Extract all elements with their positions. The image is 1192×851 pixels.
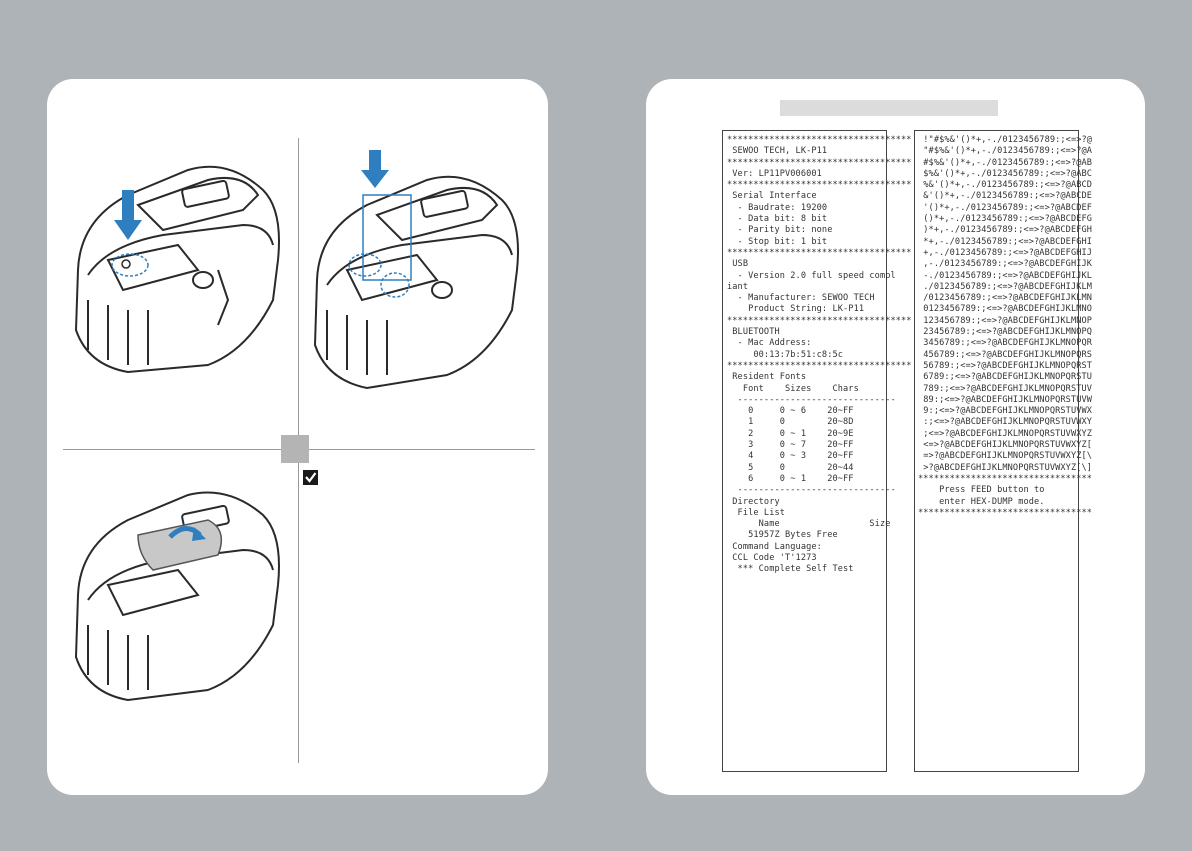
receipt-line: BLUETOOTH	[727, 327, 780, 338]
receipt-line: - Stop bit: 1 bit	[727, 236, 828, 247]
receipt-line: $%&'()*+,-./0123456789:;<=>?@ABC	[918, 168, 1093, 179]
receipt-line: 0 0 ~ 6 20~FF	[727, 406, 854, 417]
receipt-line: )*+,-./0123456789:;<=>?@ABCDEFGH	[918, 225, 1093, 236]
receipt-line: ***********************************	[727, 315, 912, 326]
receipt-line: *+,-./0123456789:;<=>?@ABCDEFGHI	[918, 236, 1093, 247]
receipt-line: *** Complete Self Test	[727, 564, 854, 575]
receipt-line: Serial Interface	[727, 191, 817, 202]
receipt-line: Product String: LK-P11	[727, 304, 865, 315]
receipt-line: File List	[727, 507, 786, 518]
receipt-line: ***********************************	[727, 135, 912, 145]
receipt-line: Name Size	[727, 519, 891, 530]
receipt-line: 2 0 ~ 1 20~9E	[727, 428, 854, 439]
receipt-line: ./0123456789:;<=>?@ABCDEFGHIJKLM	[918, 281, 1093, 292]
receipt-line: ------------------------------	[727, 394, 896, 405]
receipt-line: - Manufacturer: SEWOO TECH	[727, 293, 875, 304]
receipt-line: Command Language:	[727, 541, 822, 552]
receipt-line: ()*+,-./0123456789:;<=>?@ABCDEFG	[918, 214, 1093, 225]
printer-paper-loaded-illustration	[68, 485, 286, 705]
receipt-line: !"#$%&'()*+,-./0123456789:;<=>?@	[918, 135, 1093, 145]
receipt-line: %&'()*+,-./0123456789:;<=>?@ABCD	[918, 180, 1093, 191]
receipt-line: 6789:;<=>?@ABCDEFGHIJKLMNOPQRSTU	[918, 372, 1093, 383]
receipt-line: 5 0 20~44	[727, 462, 854, 473]
receipt-line: Press FEED button to	[918, 485, 1045, 496]
receipt-line: Resident Fonts	[727, 372, 807, 383]
receipt-line: 56789:;<=>?@ABCDEFGHIJKLMNOPQRST	[918, 360, 1093, 371]
receipt-line: #$%&'()*+,-./0123456789:;<=>?@AB	[918, 157, 1093, 168]
receipt-line: 456789:;<=>?@ABCDEFGHIJKLMNOPQRS	[918, 349, 1093, 360]
receipt-line: CCL Code 'T'1273	[727, 552, 817, 563]
receipt-line: 89:;<=>?@ABCDEFGHIJKLMNOPQRSTUVW	[918, 394, 1093, 405]
receipt-line: -./0123456789:;<=>?@ABCDEFGHIJKL	[918, 270, 1093, 281]
self-test-receipt	[722, 130, 912, 772]
receipt-lines	[727, 135, 912, 576]
receipt-line: 789:;<=>?@ABCDEFGHIJKLMNOPQRSTUV	[918, 383, 1093, 394]
receipt-line: =>?@ABCDEFGHIJKLMNOPQRSTUVWXYZ[\	[918, 451, 1093, 462]
receipt-line: - Baudrate: 19200	[727, 202, 828, 213]
receipt-line: 4 0 ~ 3 20~FF	[727, 451, 854, 462]
receipt-line: SEWOO TECH, LK-P11	[727, 146, 828, 157]
receipt-line: &'()*+,-./0123456789:;<=>?@ABCDE	[918, 191, 1093, 202]
receipt-line: 0123456789:;<=>?@ABCDEFGHIJKLMNO	[918, 304, 1093, 315]
printer-power-button-illustration	[68, 150, 286, 375]
receipt-line: 51957Z Bytes Free	[727, 530, 838, 541]
receipt-line: 1 0 20~8D	[727, 417, 854, 428]
checkbox-icon	[303, 470, 318, 485]
horizontal-divider-left	[63, 449, 281, 450]
receipt-line: <=>?@ABCDEFGHIJKLMNOPQRSTUVWXYZ[	[918, 440, 1093, 451]
horizontal-divider-right	[309, 449, 535, 450]
receipt-lines	[918, 135, 1092, 519]
receipt-line: *********************************	[918, 507, 1093, 518]
divider-square	[281, 435, 309, 463]
receipt-line: 9:;<=>?@ABCDEFGHIJKLMNOPQRSTUVWX	[918, 406, 1093, 417]
receipt-line: 23456789:;<=>?@ABCDEFGHIJKLMNOPQ	[918, 327, 1093, 338]
receipt-line: +,-./0123456789:;<=>?@ABCDEFGHIJ	[918, 247, 1093, 258]
receipt-line: ,-./0123456789:;<=>?@ABCDEFGHIJK	[918, 259, 1093, 270]
receipt-line: USB	[727, 259, 749, 270]
receipt-line: ***********************************	[727, 180, 912, 191]
receipt-line: enter HEX-DUMP mode.	[918, 496, 1045, 507]
receipt-line: ------------------------------	[727, 485, 896, 496]
receipt-line: - Data bit: 8 bit	[727, 214, 828, 225]
receipt-line: iant	[727, 281, 749, 292]
receipt-line: Directory	[727, 496, 780, 507]
receipt-line: :;<=>?@ABCDEFGHIJKLMNOPQRSTUVWXY	[918, 417, 1093, 428]
receipt-line: 3456789:;<=>?@ABCDEFGHIJKLMNOPQR	[918, 338, 1093, 349]
receipt-line: 00:13:7b:51:c8:5c	[727, 349, 844, 360]
receipt-line: *********************************	[918, 473, 1093, 484]
receipt-line: 3 0 ~ 7 20~FF	[727, 440, 854, 451]
receipt-line: 6 0 ~ 1 20~FF	[727, 473, 854, 484]
receipt-line: ***********************************	[727, 247, 912, 258]
printout-title-bar	[780, 100, 998, 116]
receipt-line: Font Sizes Chars	[727, 383, 859, 394]
receipt-line: >?@ABCDEFGHIJKLMNOPQRSTUVWXYZ[\]	[918, 462, 1093, 473]
receipt-line: - Version 2.0 full speed compl	[727, 270, 896, 281]
down-arrow-icon	[361, 150, 389, 188]
character-test-receipt	[914, 130, 1093, 772]
receipt-line: - Mac Address:	[727, 338, 812, 349]
receipt-line: ***********************************	[727, 360, 912, 371]
receipt-line: ;<=>?@ABCDEFGHIJKLMNOPQRSTUVWXYZ	[918, 428, 1093, 439]
receipt-line: "#$%&'()*+,-./0123456789:;<=>?@A	[918, 146, 1093, 157]
receipt-line: 123456789:;<=>?@ABCDEFGHIJKLMNOP	[918, 315, 1093, 326]
receipt-line: ***********************************	[727, 157, 912, 168]
printer-feed-button-illustration	[305, 150, 530, 395]
receipt-line: '()*+,-./0123456789:;<=>?@ABCDEF	[918, 202, 1093, 213]
receipt-line: - Parity bit: none	[727, 225, 833, 236]
receipt-line: /0123456789:;<=>?@ABCDEFGHIJKLMN	[918, 293, 1093, 304]
receipt-line: Ver: LP11PV006001	[727, 168, 822, 179]
